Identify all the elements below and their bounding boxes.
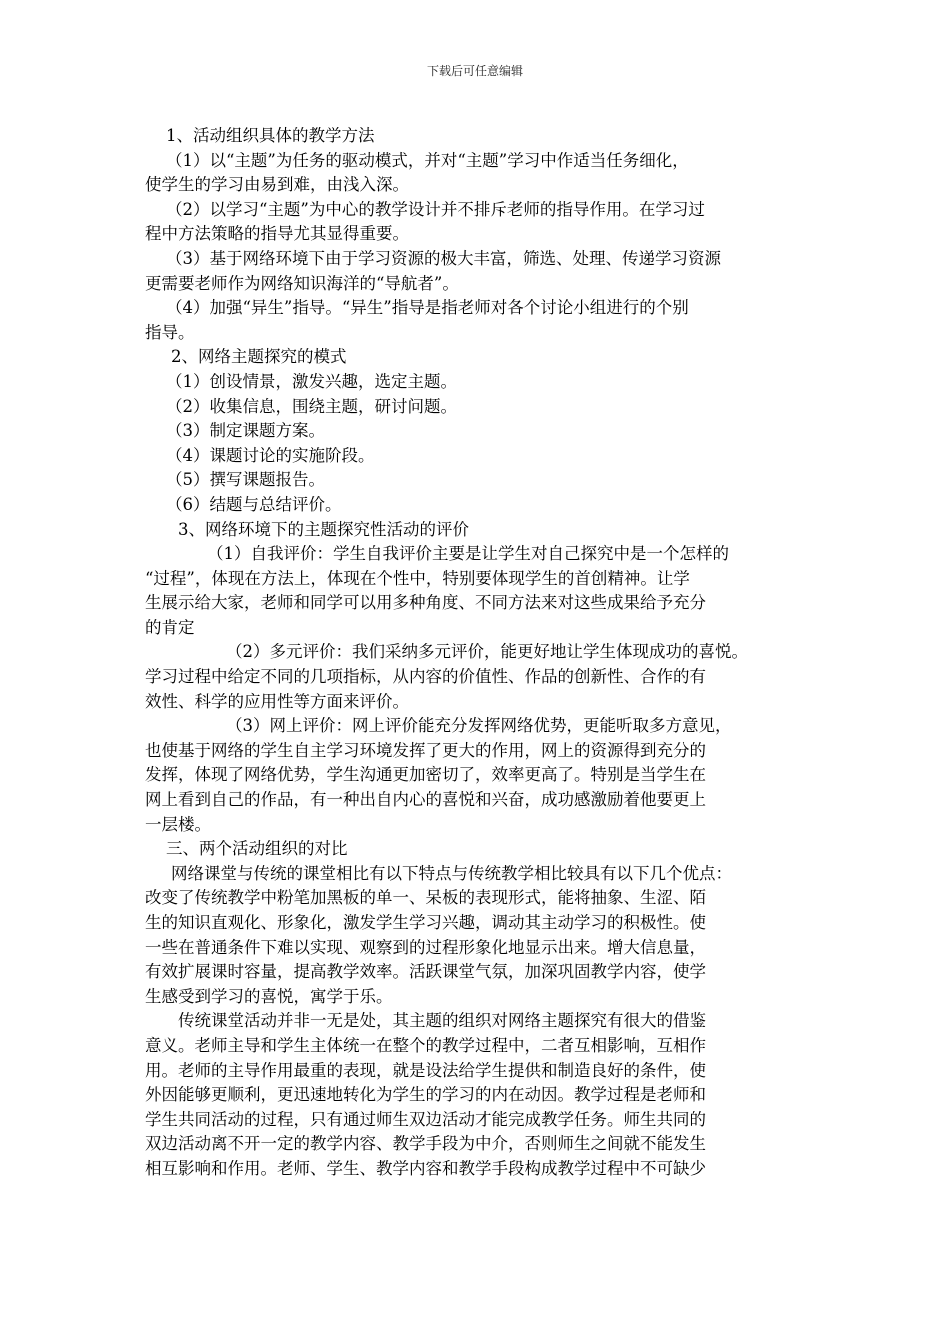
text-line: 三、两个活动组织的对比: [166, 839, 348, 859]
text-line: （3）网上评价：网上评价能充分发挥网络优势，更能听取多方意见，: [226, 716, 732, 736]
text-line: 1、活动组织具体的教学方法: [166, 126, 375, 145]
document-body: [145, 124, 810, 1182]
text-line: 一层楼。: [145, 814, 211, 834]
text-line: （4）课题讨论的实施阶段。: [166, 445, 375, 465]
text-line: 意义。老师主导和学生主体统一在整个的教学过程中，二者互相影响，互相作: [145, 1035, 706, 1055]
text-line: 也使基于网络的学生自主学习环境发挥了更大的作用，网上的资源得到充分的: [145, 740, 706, 760]
text-line: 更需要老师作为网络知识海洋的“导航者”。: [145, 273, 459, 293]
text-line: “过程”，体现在方法上，体现在个性中，特别要体现学生的首创精神。让学: [145, 568, 690, 588]
text-line: 学习过程中给定不同的几项指标，从内容的价值性、作品的创新性、合作的有: [145, 667, 706, 687]
page-header: 下载后可任意编辑: [426, 64, 523, 78]
text-line: 的肯定: [145, 617, 195, 637]
text-line: 效性、科学的应用性等方面来评价。: [145, 691, 409, 711]
text-line: 双边活动离不开一定的教学内容、教学手段为中介，否则师生之间就不能发生: [145, 1134, 706, 1154]
text-line: 程中方法策略的指导尤其显得重要。: [145, 224, 409, 244]
text-line: 网上看到自己的作品，有一种出自内心的喜悦和兴奋，成功感激励着他要更上: [145, 790, 706, 810]
text-line: 相互影响和作用。老师、学生、教学内容和教学手段构成教学过程中不可缺少: [145, 1158, 706, 1178]
text-line: 用。老师的主导作用最重的表现，就是设法给学生提供和制造良好的条件，使: [145, 1060, 706, 1080]
text-line: （5）撰写课题报告。: [166, 470, 325, 490]
text-line: 网络课堂与传统的课堂相比有以下特点与传统教学相比较具有以下几个优点：: [171, 863, 732, 883]
text-line: 使学生的学习由易到难，由浅入深。: [145, 175, 409, 195]
text-line: 学生共同活动的过程，只有通过师生双边活动才能完成教学任务。师生共同的: [145, 1109, 706, 1129]
text-line: 一些在普通条件下难以实现、观察到的过程形象化地显示出来。增大信息量，: [145, 937, 706, 957]
text-line: （1）创设情景，激发兴趣，选定主题。: [166, 371, 457, 391]
text-line: 3、网络环境下的主题探究性活动的评价: [178, 519, 469, 539]
text-line: （3）基于网络环境下由于学习资源的极大丰富，筛选、处理、传递学习资源: [166, 248, 721, 268]
text-line: （2）收集信息，围绕主题，研讨问题。: [166, 396, 457, 416]
text-line: （4）加强“异生”指导。“异生”指导是指老师对各个讨论小组进行的个别: [166, 298, 689, 318]
text-line: 改变了传统教学中粉笔加黑板的单一、呆板的表现形式，能将抽象、生涩、陌: [145, 888, 706, 908]
text-line: （2）以学习“主题”为中心的教学设计并不排斥老师的指导作用。在学习过: [166, 199, 705, 219]
text-line: （6）结题与总结评价。: [166, 494, 342, 514]
text-line: 有效扩展课时容量，提高教学效率。活跃课堂气氛，加深巩固教学内容，使学: [145, 962, 706, 982]
text-line: 传统课堂活动并非一无是处，其主题的组织对网络主题探究有很大的借鉴: [178, 1011, 706, 1031]
text-line: 发挥，体现了网络优势，学生沟通更加密切了，效率更高了。特别是当学生在: [145, 765, 706, 785]
text-line: 生展示给大家，老师和同学可以用多种角度、不同方法来对这些成果给予充分: [145, 593, 706, 613]
text-line: 外因能够更顺利，更迅速地转化为学生的学习的内在动因。教学过程是老师和: [145, 1085, 706, 1105]
text-line: 指导。: [145, 322, 195, 342]
text-line: 2、网络主题探究的模式: [171, 347, 347, 367]
text-line: （1）自我评价：学生自我评价主要是让学生对自己探究中是一个怎样的: [207, 544, 729, 564]
text-line: （2）多元评价：我们采纳多元评价，能更好地让学生体现成功的喜悦。: [226, 642, 748, 662]
text-line: （3）制定课题方案。: [166, 421, 325, 441]
text-line: 生感受到学习的喜悦，寓学于乐。: [145, 986, 393, 1006]
text-line: 生的知识直观化、形象化，激发学生学习兴趣，调动其主动学习的积极性。使: [145, 913, 706, 932]
text-line: （1）以“主题”为任务的驱动模式，并对“主题”学习中作适当任务细化，: [166, 150, 689, 170]
